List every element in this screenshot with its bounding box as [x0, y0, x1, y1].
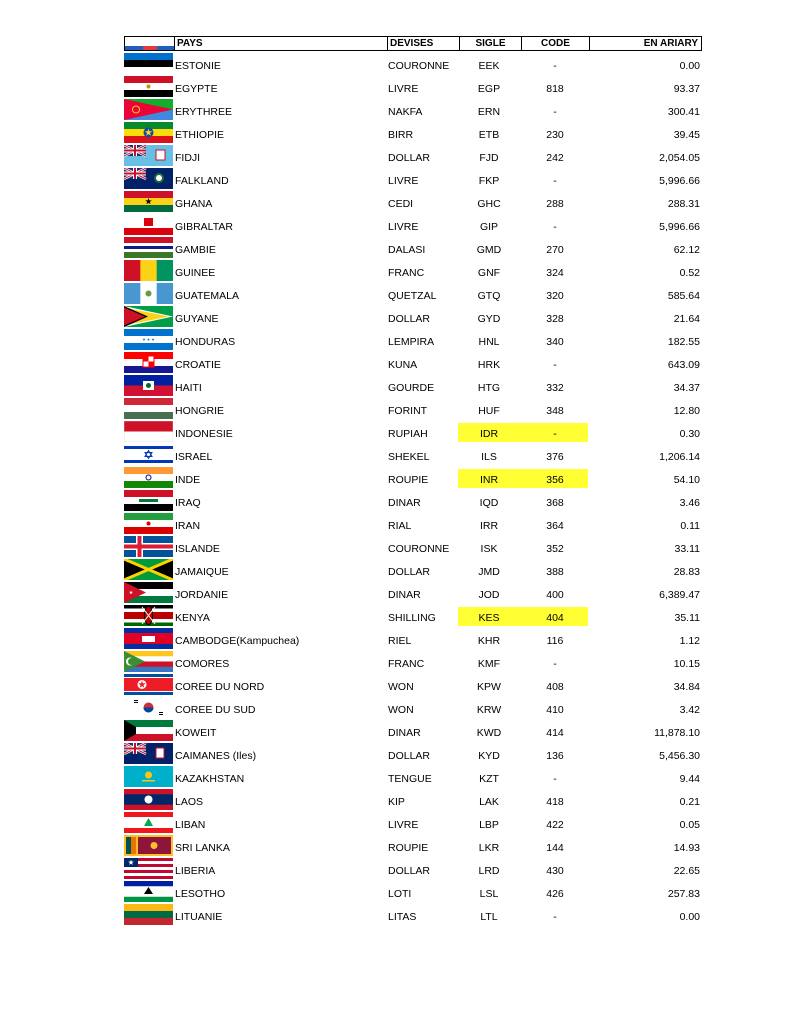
cell-pays: FIDJI — [175, 152, 201, 164]
table-row — [124, 626, 702, 649]
cell-pays: COREE DU SUD — [175, 704, 256, 716]
cell-pays: KOWEIT — [175, 727, 217, 739]
cell-sigle: JMD — [478, 566, 500, 578]
cell-code: - — [553, 658, 557, 670]
cell-pays: COMORES — [175, 658, 230, 670]
header-sigle: SIGLE — [459, 37, 521, 50]
north-korea-flag-icon — [124, 674, 173, 695]
cell-pays: HONDURAS — [175, 336, 236, 348]
cell-pays: KAZAKHSTAN — [175, 773, 245, 785]
liberia-flag-icon — [124, 858, 173, 879]
cell-sigle: GHC — [477, 198, 501, 210]
cell-code: - — [553, 106, 557, 118]
table-row — [124, 212, 702, 235]
cell-en-ariary: 257.83 — [667, 888, 700, 900]
cell-devise: KUNA — [388, 359, 418, 371]
kenya-flag-icon — [124, 605, 173, 626]
cell-devise: KIP — [388, 796, 405, 808]
cell-sigle: LAK — [479, 796, 499, 808]
cell-sigle: IRR — [479, 520, 499, 532]
cell-code: 408 — [546, 681, 564, 693]
cell-devise: NAKFA — [388, 106, 423, 118]
cell-sigle: GIP — [479, 221, 499, 233]
cell-devise: DINAR — [388, 589, 421, 601]
table-row — [124, 51, 702, 74]
cell-code: 356 — [546, 474, 564, 486]
cell-pays: EGYPTE — [175, 83, 218, 95]
cell-pays: LESOTHO — [175, 888, 226, 900]
cell-devise: LEMPIRA — [388, 336, 435, 348]
table-row — [124, 74, 702, 97]
cell-pays: HAITI — [175, 382, 202, 394]
cell-pays: INDONESIE — [175, 428, 233, 440]
table-row — [124, 120, 702, 143]
cell-sigle: KRW — [476, 704, 502, 716]
cell-en-ariary: 10.15 — [673, 658, 700, 670]
cell-en-ariary: 0.21 — [679, 796, 700, 808]
table-row — [124, 557, 702, 580]
cell-code: - — [553, 773, 557, 785]
cell-devise: ROUPIE — [388, 474, 429, 486]
cell-pays: KENYA — [175, 612, 210, 624]
cell-devise: RUPIAH — [388, 428, 428, 440]
cell-pays: LIBAN — [175, 819, 206, 831]
table-row — [124, 373, 702, 396]
cell-sigle: KMF — [477, 658, 501, 670]
cell-en-ariary: 5,996.66 — [659, 175, 700, 187]
cell-en-ariary: 585.64 — [667, 290, 700, 302]
cell-code: 818 — [546, 83, 564, 95]
cell-devise: ROUPIE — [388, 842, 429, 854]
cell-code: 364 — [546, 520, 564, 532]
cell-sigle: ERN — [477, 106, 501, 118]
cell-sigle: HRK — [477, 359, 501, 371]
cell-devise: LIVRE — [388, 819, 419, 831]
cell-pays: HONGRIE — [175, 405, 225, 417]
cell-code: 352 — [546, 543, 564, 555]
eritrea-flag-icon — [124, 99, 173, 120]
cell-sigle: HNL — [478, 336, 500, 348]
cell-en-ariary: 12.80 — [673, 405, 700, 417]
gambia-flag-icon — [124, 237, 173, 258]
cell-code: - — [553, 60, 557, 72]
iraq-flag-icon — [124, 490, 173, 511]
laos-flag-icon — [124, 789, 173, 810]
cell-code: - — [553, 175, 557, 187]
cell-pays: GHANA — [175, 198, 213, 210]
gibraltar-flag-icon — [124, 214, 173, 235]
south-korea-flag-icon — [124, 697, 173, 718]
cell-sigle: GNF — [477, 267, 501, 279]
cell-code: - — [553, 359, 557, 371]
cell-sigle: KZT — [479, 773, 499, 785]
cell-sigle: KYD — [478, 750, 500, 762]
currency-table — [124, 36, 702, 925]
fiji-flag-icon — [124, 145, 173, 166]
cell-pays: ERYTHREE — [175, 106, 232, 118]
cell-code: 320 — [546, 290, 564, 302]
table-row — [124, 511, 702, 534]
cell-pays: SRI LANKA — [175, 842, 230, 854]
table-row — [124, 787, 702, 810]
croatia-flag-icon — [124, 352, 173, 373]
cell-code: 116 — [546, 635, 564, 647]
cell-devise: WON — [388, 704, 414, 716]
cell-code: 270 — [546, 244, 564, 256]
cell-sigle: LKR — [478, 842, 500, 854]
comoros-flag-icon — [124, 651, 173, 672]
table-row — [124, 419, 702, 442]
cell-en-ariary: 34.84 — [673, 681, 700, 693]
cell-devise: CEDI — [388, 198, 414, 210]
table-row — [124, 879, 702, 902]
cell-en-ariary: 3.42 — [679, 704, 700, 716]
header-en-ariary: EN ARIARY — [589, 37, 701, 50]
guyana-flag-icon — [124, 306, 173, 327]
cell-devise: FRANC — [388, 267, 425, 279]
cell-code: 400 — [546, 589, 564, 601]
cell-devise: TENGUE — [388, 773, 432, 785]
cell-sigle: EGP — [477, 83, 501, 95]
cell-code: 328 — [546, 313, 564, 325]
cell-devise: LITAS — [388, 911, 417, 923]
cell-en-ariary: 288.31 — [667, 198, 700, 210]
cell-sigle: HTG — [477, 382, 501, 394]
table-row — [124, 534, 702, 557]
cell-en-ariary: 0.52 — [679, 267, 700, 279]
cell-en-ariary: 21.64 — [673, 313, 700, 325]
cell-sigle: EEK — [478, 60, 500, 72]
cell-pays: CAIMANES (Iles) — [175, 750, 257, 762]
cell-code: 426 — [546, 888, 564, 900]
cell-en-ariary: 54.10 — [673, 474, 700, 486]
jordan-flag-icon — [124, 582, 173, 603]
cell-pays: CAMBODGE(Kampuchea) — [175, 635, 300, 647]
cell-pays: LITUANIE — [175, 911, 223, 923]
cell-devise: DALASI — [388, 244, 426, 256]
cell-sigle: IQD — [479, 497, 499, 509]
cell-devise: FRANC — [388, 658, 425, 670]
cell-en-ariary: 0.00 — [679, 911, 700, 923]
table-row — [124, 833, 702, 856]
table-row — [124, 327, 702, 350]
iran-flag-icon — [124, 513, 173, 534]
table-row — [124, 856, 702, 879]
cell-devise: DINAR — [388, 497, 421, 509]
cell-devise: GOURDE — [388, 382, 435, 394]
cell-en-ariary: 0.30 — [679, 428, 700, 440]
cell-code: - — [553, 221, 557, 233]
cell-en-ariary: 34.37 — [673, 382, 700, 394]
cell-pays: GAMBIE — [175, 244, 216, 256]
cell-en-ariary: 33.11 — [674, 543, 700, 555]
lebanon-flag-icon — [124, 812, 173, 833]
cell-en-ariary: 35.11 — [674, 612, 700, 624]
cell-pays: COREE DU NORD — [175, 681, 265, 693]
cell-pays: JORDANIE — [175, 589, 229, 601]
cell-sigle: LBP — [479, 819, 499, 831]
cell-devise: LOTI — [388, 888, 412, 900]
cell-code: 136 — [546, 750, 564, 762]
header-devises: DEVISES — [387, 37, 459, 50]
cell-devise: RIEL — [388, 635, 412, 647]
cell-devise: BIRR — [388, 129, 414, 141]
israel-flag-icon — [124, 444, 173, 465]
cell-en-ariary: 28.83 — [673, 566, 700, 578]
cell-sigle: GYD — [477, 313, 501, 325]
cell-devise: LIVRE — [388, 83, 419, 95]
table-row — [124, 902, 702, 925]
cell-code: 388 — [546, 566, 564, 578]
cell-code: 144 — [546, 842, 564, 854]
cell-devise: SHEKEL — [388, 451, 430, 463]
cell-devise: FORINT — [388, 405, 428, 417]
iceland-flag-icon — [124, 536, 173, 557]
ghana-flag-icon — [124, 191, 173, 212]
cell-code: 368 — [546, 497, 564, 509]
table-row — [124, 235, 702, 258]
cell-en-ariary: 39.45 — [673, 129, 700, 141]
cell-en-ariary: 3.46 — [679, 497, 700, 509]
cell-devise: DOLLAR — [388, 750, 431, 762]
cell-en-ariary: 5,996.66 — [659, 221, 700, 233]
cell-en-ariary: 643.09 — [667, 359, 700, 371]
cell-devise: DINAR — [388, 727, 421, 739]
cell-pays: GUATEMALA — [175, 290, 239, 302]
cell-code: 376 — [546, 451, 564, 463]
cell-code: - — [553, 911, 557, 923]
cell-sigle: KWD — [476, 727, 502, 739]
cell-devise: DOLLAR — [388, 865, 431, 877]
cell-en-ariary: 5,456.30 — [659, 750, 700, 762]
cell-en-ariary: 182.55 — [667, 336, 700, 348]
cell-devise: RIAL — [388, 520, 412, 532]
cell-sigle: LRD — [478, 865, 500, 877]
cell-sigle: KHR — [477, 635, 501, 647]
hungary-flag-icon — [124, 398, 173, 419]
cell-code: 422 — [546, 819, 564, 831]
cell-devise: DOLLAR — [388, 566, 431, 578]
cell-devise: WON — [388, 681, 414, 693]
cell-pays: LAOS — [175, 796, 204, 808]
table-row — [124, 672, 702, 695]
cell-code: 230 — [546, 129, 564, 141]
table-row — [124, 143, 702, 166]
cell-code: 414 — [546, 727, 564, 739]
kuwait-flag-icon — [124, 720, 173, 741]
cell-sigle: JOD — [478, 589, 500, 601]
cell-code: 324 — [546, 267, 564, 279]
table-row — [124, 396, 702, 419]
table-row — [124, 580, 702, 603]
table-row — [124, 718, 702, 741]
header-flag-stub — [125, 37, 174, 50]
table-row — [124, 465, 702, 488]
cell-code: 340 — [546, 336, 564, 348]
indonesia-flag-icon — [124, 421, 173, 442]
falkland-flag-icon — [124, 168, 173, 189]
table-row — [124, 189, 702, 212]
table-row — [124, 488, 702, 511]
cell-code: 410 — [546, 704, 564, 716]
cell-en-ariary: 9.44 — [679, 773, 700, 785]
cell-pays: ETHIOPIE — [175, 129, 225, 141]
cell-code: 348 — [546, 405, 564, 417]
table-header — [124, 36, 702, 51]
india-flag-icon — [124, 467, 173, 488]
cell-code: 242 — [546, 152, 564, 164]
guinea-flag-icon — [124, 260, 173, 281]
cell-en-ariary: 0.00 — [679, 60, 700, 72]
lesotho-flag-icon — [124, 881, 173, 902]
cell-pays: JAMAIQUE — [175, 566, 229, 578]
table-row — [124, 649, 702, 672]
cell-en-ariary: 22.65 — [673, 865, 700, 877]
egypt-flag-icon — [124, 76, 173, 97]
cell-pays: INDE — [175, 474, 201, 486]
cell-devise: SHILLING — [388, 612, 436, 624]
cell-pays: CROATIE — [175, 359, 221, 371]
table-row — [124, 442, 702, 465]
cell-pays: ISRAEL — [175, 451, 213, 463]
cell-pays: GIBRALTAR — [175, 221, 233, 233]
cell-sigle: ETB — [478, 129, 500, 141]
cell-code: 332 — [546, 382, 564, 394]
table-body — [124, 51, 702, 925]
cell-devise: COURONNE — [388, 60, 450, 72]
ethiopia-flag-icon — [124, 122, 173, 143]
cell-devise: COURONNE — [388, 543, 450, 555]
cell-en-ariary: 0.05 — [679, 819, 700, 831]
cell-sigle: KES — [478, 612, 500, 624]
table-row — [124, 695, 702, 718]
cell-sigle: ISK — [480, 543, 498, 555]
table-row — [124, 304, 702, 327]
jamaica-flag-icon — [124, 559, 173, 580]
cell-devise: LIVRE — [388, 221, 419, 233]
cell-en-ariary: 1,206.14 — [659, 451, 700, 463]
cell-code: 418 — [546, 796, 564, 808]
cell-pays: ISLANDE — [175, 543, 220, 555]
cell-devise: DOLLAR — [388, 313, 431, 325]
cell-en-ariary: 93.37 — [673, 83, 700, 95]
cell-sigle: IDR — [479, 428, 499, 440]
table-row — [124, 741, 702, 764]
cell-sigle: GTQ — [477, 290, 501, 302]
cell-en-ariary: 62.12 — [673, 244, 700, 256]
cell-sigle: KPW — [477, 681, 501, 693]
table-row — [124, 603, 702, 626]
cell-sigle: FJD — [479, 152, 499, 164]
lithuania-flag-icon — [124, 904, 173, 925]
cayman-flag-icon — [124, 743, 173, 764]
cell-code: 404 — [546, 612, 564, 624]
cell-pays: IRAQ — [175, 497, 201, 509]
cell-code: - — [553, 428, 557, 440]
cell-en-ariary: 11,878.10 — [654, 727, 700, 739]
kazakhstan-flag-icon — [124, 766, 173, 787]
cell-sigle: GMD — [476, 244, 502, 256]
cell-sigle: INR — [479, 474, 499, 486]
cell-en-ariary: 6,389.47 — [659, 589, 700, 601]
table-row — [124, 281, 702, 304]
table-row — [124, 764, 702, 787]
table-row — [124, 258, 702, 281]
cell-en-ariary: 2,054.05 — [659, 152, 700, 164]
cell-pays: GUINEE — [175, 267, 216, 279]
cell-sigle: FKP — [478, 175, 500, 187]
haiti-flag-icon — [124, 375, 173, 396]
cell-pays: GUYANE — [175, 313, 219, 325]
cell-sigle: LTL — [480, 911, 498, 923]
cell-pays: IRAN — [175, 520, 201, 532]
cell-devise: LIVRE — [388, 175, 419, 187]
honduras-flag-icon — [124, 329, 173, 350]
cell-en-ariary: 1.12 — [679, 635, 700, 647]
cell-pays: ESTONIE — [175, 60, 221, 72]
cell-pays: LIBERIA — [175, 865, 216, 877]
cell-pays: FALKLAND — [175, 175, 229, 187]
table-row — [124, 350, 702, 373]
table-row — [124, 166, 702, 189]
cell-code: 430 — [546, 865, 564, 877]
header-pays: PAYS — [174, 37, 387, 50]
estonia-flag-icon — [124, 53, 173, 74]
cell-en-ariary: 0.11 — [680, 520, 700, 532]
cell-devise: QUETZAL — [388, 290, 437, 302]
sri-lanka-flag-icon — [124, 835, 173, 856]
table-row — [124, 97, 702, 120]
cell-en-ariary: 14.93 — [673, 842, 700, 854]
cell-sigle: ILS — [481, 451, 497, 463]
cell-en-ariary: 300.41 — [667, 106, 700, 118]
guatemala-flag-icon — [124, 283, 173, 304]
table-row — [124, 810, 702, 833]
cell-sigle: HUF — [478, 405, 500, 417]
cell-sigle: LSL — [479, 888, 499, 900]
header-code: CODE — [521, 37, 589, 50]
cell-devise: DOLLAR — [388, 152, 431, 164]
cambodia-flag-icon — [124, 628, 173, 649]
cell-code: 288 — [546, 198, 564, 210]
